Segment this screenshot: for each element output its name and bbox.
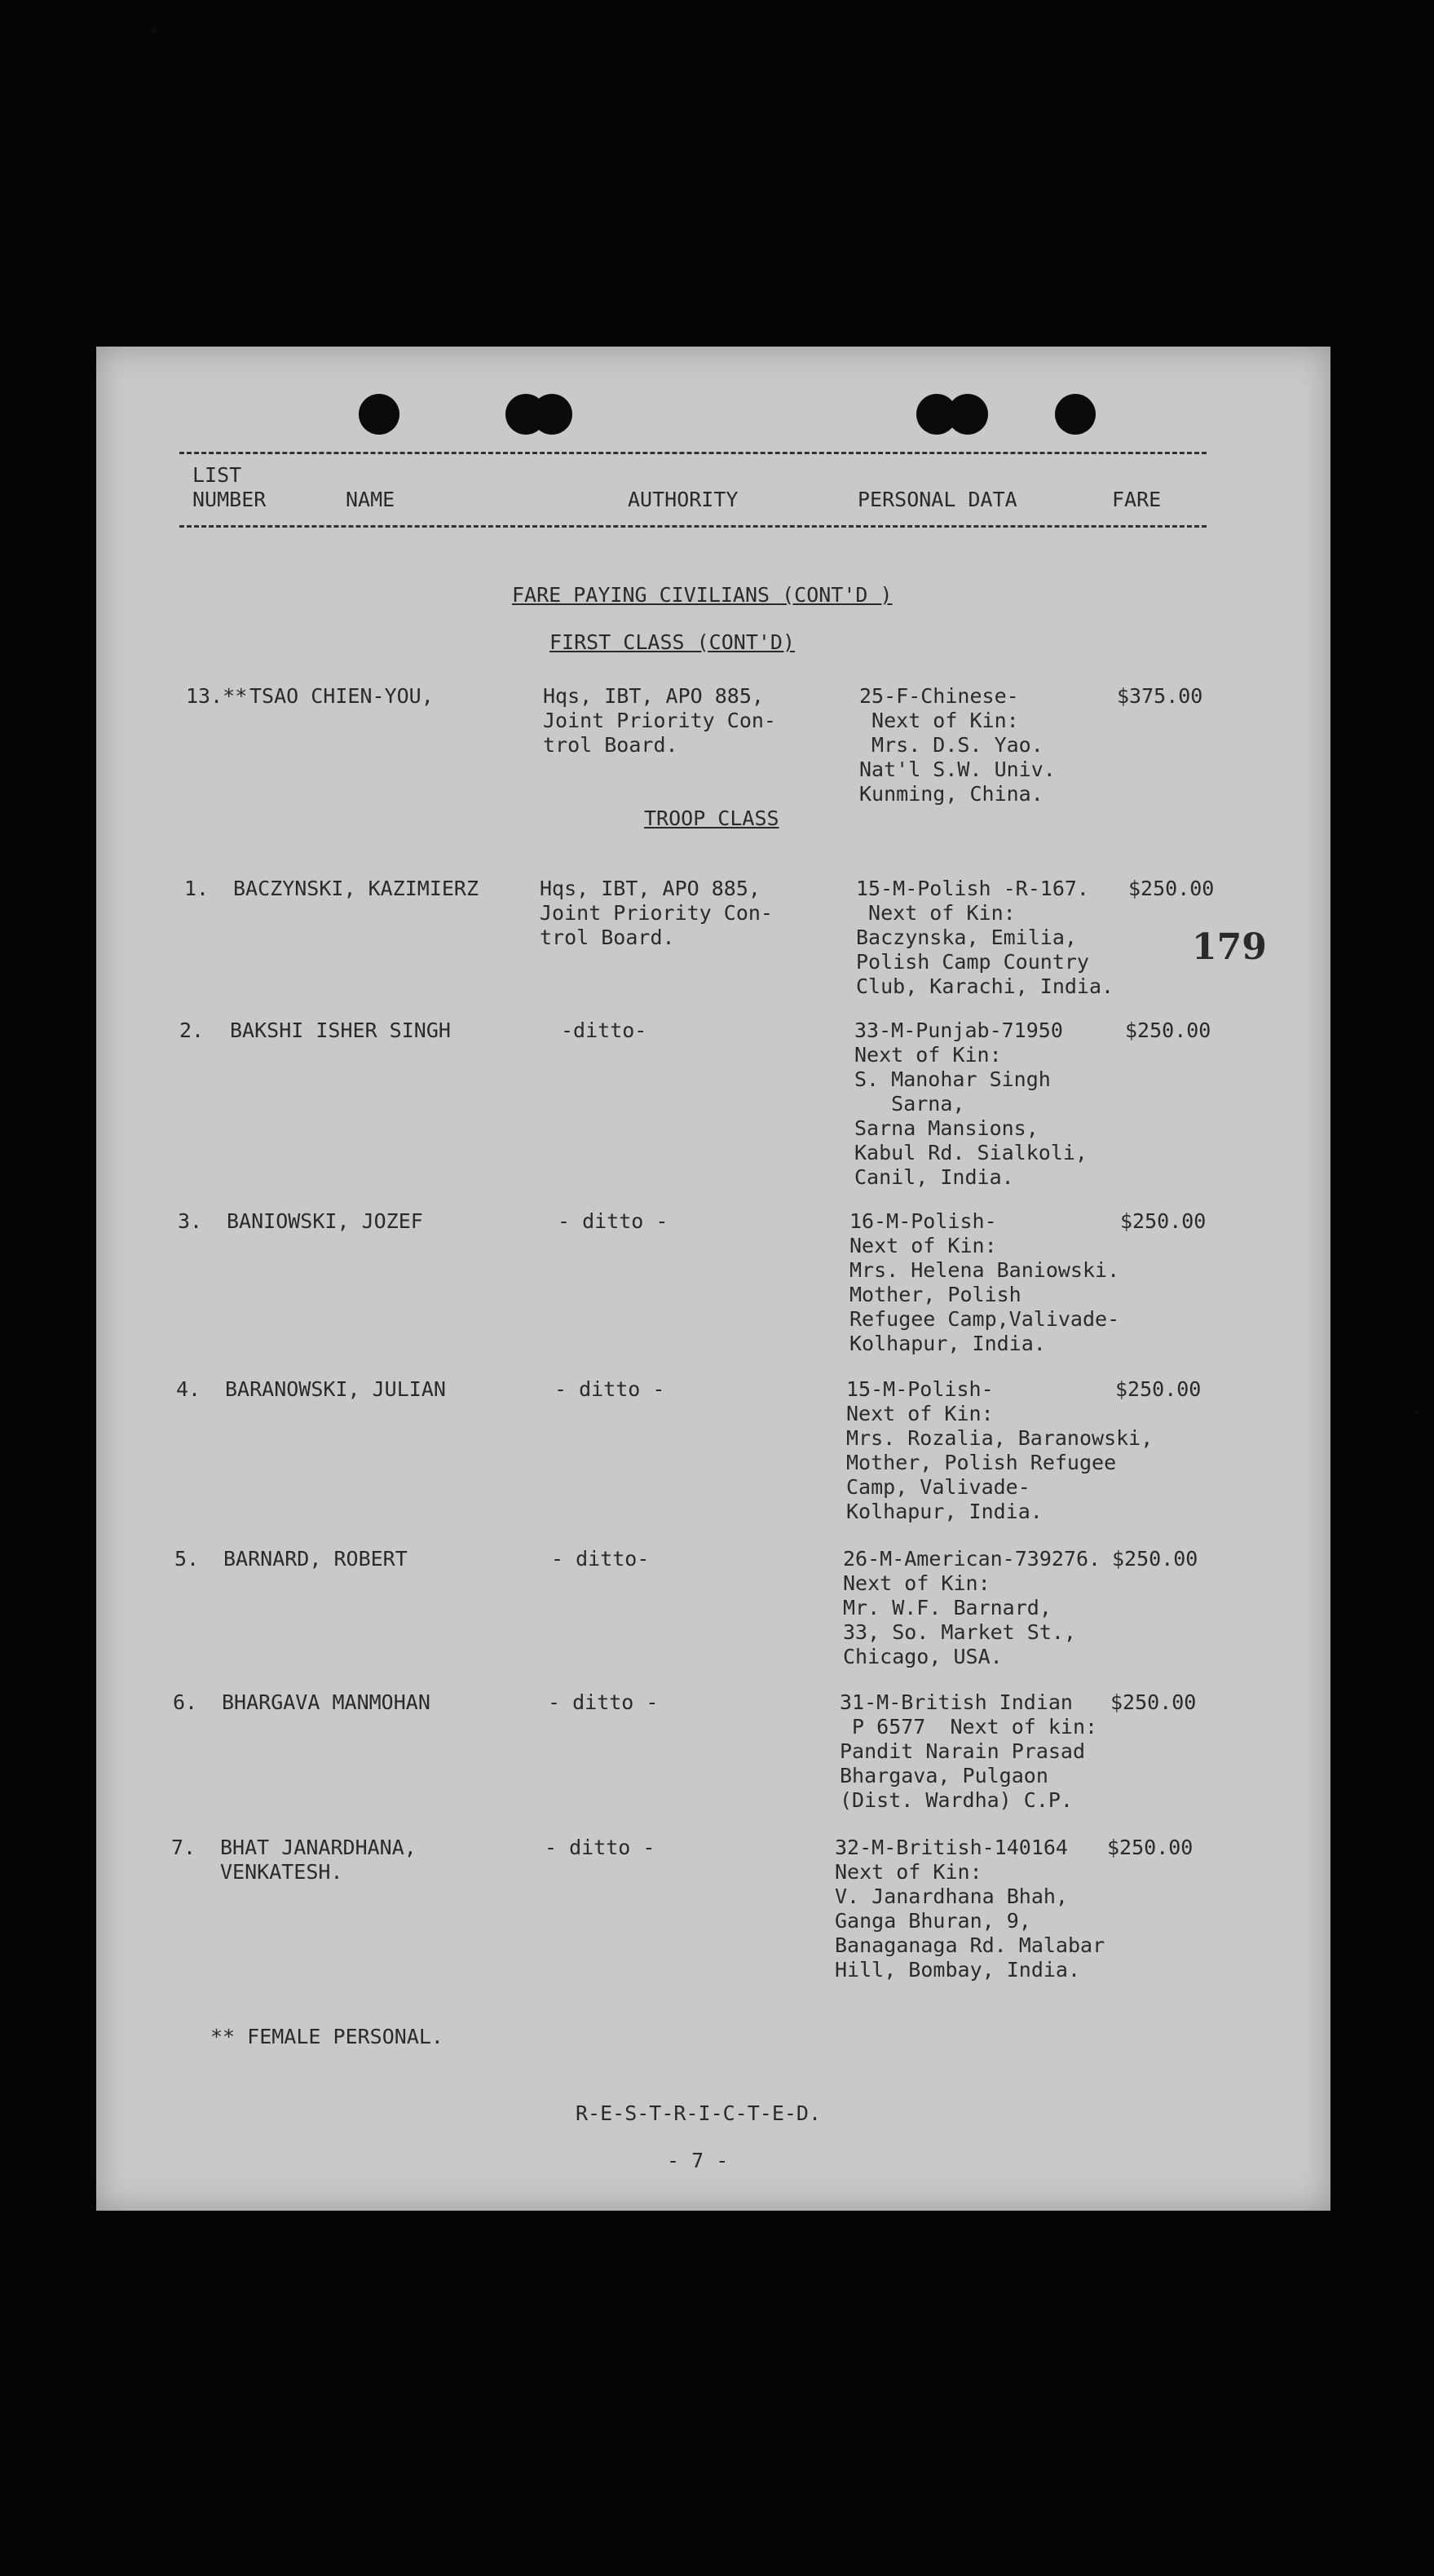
entry-name: BARNARD, ROBERT xyxy=(223,1547,408,1571)
entry-fare: $250.00 xyxy=(1128,877,1215,900)
entry-personal-data: 32-M-British-140164 Next of Kin: V. Janardhana Bhah, Ganga Bhuran, 9, Banaganaga Rd. Malabar Hill, Bombay, India. xyxy=(835,1836,1105,1982)
entry-name: BACZYNSKI, KAZIMIERZ xyxy=(233,877,479,900)
entry-authority: Hqs, IBT, APO 885, Joint Priority Con- trol Board. xyxy=(540,877,773,949)
entry-authority: - ditto - xyxy=(548,1690,659,1714)
film-speck xyxy=(152,28,157,33)
header-personal-data: PERSONAL DATA xyxy=(858,488,1017,511)
header-fare: FARE xyxy=(1112,488,1162,511)
punch-hole xyxy=(947,394,988,435)
entry-name: BANIOWSKI, JOZEF xyxy=(227,1209,423,1233)
entry-fare: $250.00 xyxy=(1125,1018,1211,1042)
troop-class-title: TROOP CLASS xyxy=(644,806,779,830)
entry-number: 13.** xyxy=(186,684,248,708)
punch-hole xyxy=(1055,394,1096,435)
footnote: ** FEMALE PERSONAL. xyxy=(210,2025,443,2048)
page-number: - 7 - xyxy=(667,2149,729,2172)
header-rule-bottom xyxy=(179,525,1207,528)
stamp-number: 179 xyxy=(1192,926,1267,968)
classification-marking: R-E-S-T-R-I-C-T-E-D. xyxy=(576,2101,822,2125)
entry-number: 1. xyxy=(184,877,210,900)
entry-fare: $250.00 xyxy=(1120,1209,1207,1233)
entry-name: BARANOWSKI, JULIAN xyxy=(225,1377,446,1401)
header-rule-top xyxy=(179,452,1207,454)
entry-personal-data: 26-M-American-739276. Next of Kin: Mr. W.F. Barnard, 33, So. Market St., Chicago, USA. xyxy=(843,1547,1101,1668)
entry-authority: - ditto- xyxy=(551,1547,650,1571)
entry-number: 6. xyxy=(173,1690,198,1714)
entry-name: BHAT JANARDHANA, VENKATESH. xyxy=(220,1836,417,1884)
entry-number: 4. xyxy=(176,1377,201,1401)
entry-number: 3. xyxy=(178,1209,203,1233)
entry-authority: - ditto - xyxy=(545,1836,655,1859)
document-page xyxy=(96,347,1330,2211)
entry-name: BAKSHI ISHER SINGH xyxy=(230,1018,451,1042)
entry-personal-data: 31-M-British Indian P 6577 Next of kin: Pandit Narain Prasad Bhargava, Pulgaon (Dist. Wardha) C.P. xyxy=(840,1690,1098,1812)
header-authority: AUTHORITY xyxy=(628,488,739,511)
entry-name: BHARGAVA MANMOHAN xyxy=(222,1690,430,1714)
entry-personal-data: 15-M-Polish- Next of Kin: Mrs. Rozalia, Baranowski, Mother, Polish Refugee Camp, Valivade- Kolhapur, India. xyxy=(846,1377,1154,1523)
section-title: FARE PAYING CIVILIANS (CONT'D ) xyxy=(512,583,893,607)
punch-hole xyxy=(359,394,399,435)
entry-fare: $250.00 xyxy=(1110,1690,1197,1714)
header-list-number: LIST NUMBER xyxy=(192,463,267,511)
entry-number: 7. xyxy=(171,1836,196,1859)
first-class-title: FIRST CLASS (CONT'D) xyxy=(549,630,796,654)
entry-personal-data: 33-M-Punjab-71950 Next of Kin: S. Manohar Singh Sarna, Sarna Mansions, Kabul Rd. Sialkoli, Canil, India. xyxy=(854,1018,1088,1189)
film-speck xyxy=(1415,1411,1419,1415)
entry-fare: $250.00 xyxy=(1115,1377,1202,1401)
punch-hole xyxy=(532,394,572,435)
entry-authority: Hqs, IBT, APO 885, Joint Priority Con- trol Board. xyxy=(543,684,776,757)
entry-authority: -ditto- xyxy=(561,1018,647,1042)
entry-personal-data: 16-M-Polish- Next of Kin: Mrs. Helena Baniowski. Mother, Polish Refugee Camp,Valivade- Kolhapur, India. xyxy=(849,1209,1120,1355)
entry-personal-data: 15-M-Polish -R-167. Next of Kin: Baczynska, Emilia, Polish Camp Country Club, Karachi, India. xyxy=(856,877,1114,998)
entry-personal-data: 25-F-Chinese- Next of Kin: Mrs. D.S. Yao. Nat'l S.W. Univ. Kunming, China. xyxy=(859,684,1056,806)
entry-fare: $250.00 xyxy=(1107,1836,1194,1859)
entry-number: 5. xyxy=(174,1547,200,1571)
entry-fare: $250.00 xyxy=(1112,1547,1198,1571)
entry-authority: - ditto - xyxy=(558,1209,668,1233)
entry-number: 2. xyxy=(179,1018,205,1042)
entry-fare: $375.00 xyxy=(1117,684,1203,708)
entry-name: TSAO CHIEN-YOU, xyxy=(249,684,434,708)
entry-authority: - ditto - xyxy=(554,1377,665,1401)
header-name: NAME xyxy=(346,488,395,511)
